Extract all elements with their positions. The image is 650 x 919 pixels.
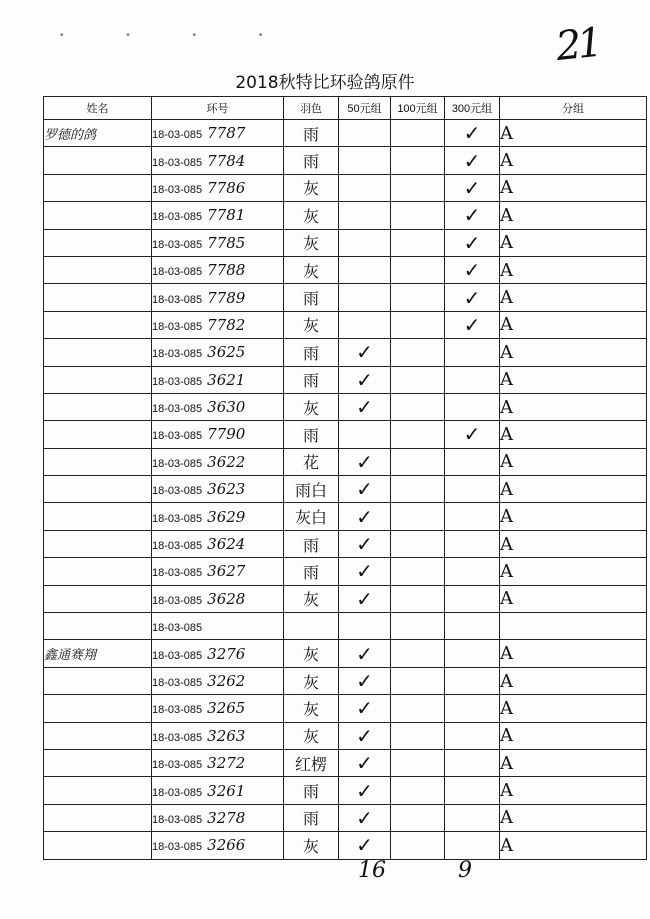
ring-serial: 7781 [207, 206, 246, 225]
division-cell: A [500, 804, 647, 831]
division-cell: A [500, 667, 647, 694]
ring-prefix: 18-03-085 [152, 813, 203, 826]
division-cell: A [500, 476, 647, 503]
table-row [44, 804, 647, 831]
group-100-check [391, 613, 445, 640]
division-cell: A [500, 448, 647, 475]
ring-number-cell [152, 393, 284, 420]
ring-prefix: 18-03-085 [152, 841, 203, 854]
feather-color-cell: 灰 [284, 229, 339, 256]
group-50-check: ✓ [339, 640, 391, 667]
ring-serial: 3629 [207, 507, 246, 526]
ring-serial: 3265 [207, 699, 246, 718]
table-row [44, 366, 647, 393]
group-100-check [391, 749, 445, 776]
ring-prefix: 18-03-085 [152, 293, 203, 306]
group-300-check [445, 585, 500, 612]
group-300-check [445, 777, 500, 804]
header-division: 分组 [500, 97, 647, 120]
owner-name-cell [44, 558, 152, 585]
feather-color-cell: 雨 [284, 558, 339, 585]
ring-number-cell [152, 777, 284, 804]
table-row [44, 640, 647, 667]
group-50-check [339, 202, 391, 229]
ring-prefix: 18-03-085 [152, 183, 203, 196]
table-row [44, 229, 647, 256]
group-100-check [391, 393, 445, 420]
group-300-check: ✓ [445, 256, 500, 283]
ring-number-cell [152, 147, 284, 174]
owner-name-cell [44, 393, 152, 420]
ring-serial: 3261 [207, 781, 246, 800]
owner-name-cell [44, 448, 152, 475]
ring-serial: 3266 [207, 836, 246, 855]
ring-prefix: 18-03-085 [152, 320, 203, 333]
ring-prefix: 18-03-085 [152, 457, 203, 470]
ring-prefix: 18-03-085 [152, 156, 203, 169]
ring-serial: 7785 [207, 233, 246, 252]
table-row [44, 284, 647, 311]
group-300-check [445, 503, 500, 530]
group-50-check: ✓ [339, 448, 391, 475]
ring-number-cell [152, 503, 284, 530]
total-300-group: 9 [458, 858, 472, 883]
ring-prefix: 18-03-085 [152, 622, 203, 635]
ring-prefix: 18-03-085 [152, 375, 203, 388]
owner-name-cell [44, 421, 152, 448]
group-300-check [445, 448, 500, 475]
feather-color-cell: 灰 [284, 256, 339, 283]
header-ring: 环号 [152, 97, 284, 120]
group-100-check [391, 530, 445, 557]
group-100-check [391, 667, 445, 694]
ring-number-cell [152, 667, 284, 694]
group-50-check: ✓ [339, 832, 391, 859]
ring-serial: 7789 [207, 288, 246, 307]
group-100-check [391, 339, 445, 366]
group-50-check [339, 174, 391, 201]
feather-color-cell: 雨 [284, 777, 339, 804]
feather-color-cell: 灰 [284, 695, 339, 722]
division-cell: A [500, 229, 647, 256]
ring-prefix: 18-03-085 [152, 512, 203, 525]
ring-number-cell [152, 476, 284, 503]
ring-number-cell [152, 832, 284, 859]
group-300-check [445, 667, 500, 694]
ring-serial: 3622 [207, 452, 246, 471]
ring-prefix: 18-03-085 [152, 403, 203, 416]
owner-name-cell [44, 777, 152, 804]
ring-number-cell [152, 558, 284, 585]
table-row [44, 311, 647, 338]
ring-serial: 3276 [207, 644, 246, 663]
division-cell: A [500, 530, 647, 557]
ring-serial: 3627 [207, 562, 246, 581]
ring-number-cell [152, 174, 284, 201]
group-100-check [391, 585, 445, 612]
table-row [44, 832, 647, 859]
ring-number-cell [152, 311, 284, 338]
ring-prefix: 18-03-085 [152, 348, 203, 361]
group-50-check [339, 421, 391, 448]
group-50-check: ✓ [339, 722, 391, 749]
group-300-check: ✓ [445, 174, 500, 201]
division-cell: A [500, 695, 647, 722]
owner-name-cell [44, 503, 152, 530]
feather-color-cell: 雨 [284, 366, 339, 393]
ring-prefix: 18-03-085 [152, 211, 203, 224]
division-cell: A [500, 339, 647, 366]
division-cell: A [500, 120, 647, 147]
group-100-check [391, 366, 445, 393]
group-50-check: ✓ [339, 530, 391, 557]
group-100-check [391, 558, 445, 585]
division-cell: A [500, 503, 647, 530]
ring-number-cell [152, 695, 284, 722]
group-100-check [391, 722, 445, 749]
owner-name-cell [44, 667, 152, 694]
ring-prefix: 18-03-085 [152, 485, 203, 498]
ring-prefix: 18-03-085 [152, 567, 203, 580]
ring-serial: 3262 [207, 672, 246, 690]
ring-serial: 3278 [207, 808, 246, 827]
group-300-check: ✓ [445, 311, 500, 338]
feather-color-cell: 灰 [284, 585, 339, 612]
ring-serial: 7782 [207, 315, 246, 334]
ring-number-cell [152, 530, 284, 557]
ring-number-cell [152, 256, 284, 283]
group-300-check: ✓ [445, 229, 500, 256]
group-50-check: ✓ [339, 695, 391, 722]
ring-number-cell [152, 202, 284, 229]
total-50-group: 16 [358, 858, 386, 883]
ring-prefix: 18-03-085 [152, 759, 203, 772]
roster-body [44, 120, 647, 860]
owner-name-cell [44, 749, 152, 776]
feather-color-cell: 雨 [284, 421, 339, 448]
owner-name-cell [44, 202, 152, 229]
header-300-group: 300元组 [445, 97, 500, 120]
table-row [44, 120, 647, 147]
ring-serial: 3272 [207, 754, 246, 773]
table-row [44, 667, 647, 694]
table-row [44, 476, 647, 503]
ring-serial: 7784 [207, 151, 246, 170]
header-100-group: 100元组 [391, 97, 445, 120]
division-cell: A [500, 256, 647, 283]
page-number: 21 [553, 19, 602, 71]
table-row [44, 202, 647, 229]
feather-color-cell: 灰白 [284, 503, 339, 530]
ring-number-cell [152, 722, 284, 749]
ring-prefix: 18-03-085 [152, 594, 203, 607]
group-300-check [445, 749, 500, 776]
ring-serial: 7790 [207, 425, 246, 444]
ring-prefix: 18-03-085 [152, 649, 203, 662]
group-300-check: ✓ [445, 120, 500, 147]
owner-name-cell [44, 476, 152, 503]
group-100-check [391, 229, 445, 256]
group-50-check: ✓ [339, 476, 391, 503]
group-50-check: ✓ [339, 503, 391, 530]
feather-color-cell: 雨 [284, 147, 339, 174]
table-row [44, 722, 647, 749]
owner-name-cell [44, 804, 152, 831]
table-row [44, 393, 647, 420]
ring-number-cell [152, 339, 284, 366]
division-cell: A [500, 284, 647, 311]
feather-color-cell: 灰 [284, 311, 339, 338]
group-50-check [339, 256, 391, 283]
group-50-check: ✓ [339, 667, 391, 694]
owner-name-cell: 罗德的鸽 [44, 120, 152, 147]
owner-name-cell [44, 339, 152, 366]
group-50-check: ✓ [339, 558, 391, 585]
header-color: 羽色 [284, 97, 339, 120]
group-50-check: ✓ [339, 339, 391, 366]
ring-number-cell [152, 366, 284, 393]
group-300-check [445, 695, 500, 722]
group-50-check [339, 613, 391, 640]
table-row [44, 174, 647, 201]
ring-serial: 3630 [207, 398, 246, 417]
ring-serial: 3621 [207, 370, 246, 389]
feather-color-cell: 灰 [284, 722, 339, 749]
division-cell: A [500, 749, 647, 776]
feather-color-cell: 灰 [284, 667, 339, 694]
table-row [44, 777, 647, 804]
group-100-check [391, 174, 445, 201]
group-300-check [445, 530, 500, 557]
group-50-check: ✓ [339, 749, 391, 776]
feather-color-cell: 灰 [284, 174, 339, 201]
pigeon-roster-table [43, 96, 647, 860]
scan-specks: • • • • [60, 30, 293, 41]
division-cell: A [500, 421, 647, 448]
ring-number-cell [152, 120, 284, 147]
form-title: 2018秋特比环验鸽原件 [235, 73, 415, 93]
owner-name-cell [44, 832, 152, 859]
group-300-check [445, 366, 500, 393]
ring-prefix: 18-03-085 [152, 266, 203, 279]
owner-name-cell [44, 722, 152, 749]
division-cell: A [500, 585, 647, 612]
owner-name-cell [44, 284, 152, 311]
table-row [44, 530, 647, 557]
ring-number-cell [152, 613, 284, 640]
group-50-check [339, 229, 391, 256]
group-100-check [391, 256, 445, 283]
table-row [44, 256, 647, 283]
group-100-check [391, 202, 445, 229]
feather-color-cell: 雨白 [284, 476, 339, 503]
owner-name-cell [44, 613, 152, 640]
ring-prefix: 18-03-085 [152, 430, 203, 443]
group-100-check [391, 311, 445, 338]
division-cell: A [500, 832, 647, 859]
group-100-check [391, 120, 445, 147]
table-row [44, 613, 647, 640]
ring-number-cell [152, 585, 284, 612]
division-cell: A [500, 558, 647, 585]
ring-number-cell [152, 284, 284, 311]
table-row [44, 503, 647, 530]
group-50-check: ✓ [339, 804, 391, 831]
table-row [44, 339, 647, 366]
header-name: 姓名 [44, 97, 152, 120]
feather-color-cell: 雨 [284, 530, 339, 557]
group-300-check [445, 804, 500, 831]
group-100-check [391, 503, 445, 530]
group-100-check [391, 421, 445, 448]
group-50-check [339, 284, 391, 311]
feather-color-cell: 灰 [284, 202, 339, 229]
ring-prefix: 18-03-085 [152, 677, 203, 689]
ring-prefix: 18-03-085 [152, 540, 203, 553]
table-row [44, 749, 647, 776]
feather-color-cell: 花 [284, 448, 339, 475]
ring-prefix: 18-03-085 [152, 129, 203, 142]
ring-serial: 7788 [207, 261, 246, 280]
group-300-check [445, 558, 500, 585]
group-300-check: ✓ [445, 284, 500, 311]
division-cell [500, 613, 647, 640]
feather-color-cell: 雨 [284, 120, 339, 147]
ring-serial: 3628 [207, 589, 246, 608]
table-row [44, 421, 647, 448]
group-100-check [391, 640, 445, 667]
header-50-group: 50元组 [339, 97, 391, 120]
ring-prefix: 18-03-085 [152, 731, 203, 744]
feather-color-cell: 雨 [284, 339, 339, 366]
owner-name-cell [44, 530, 152, 557]
group-300-check: ✓ [445, 421, 500, 448]
feather-color-cell: 灰 [284, 640, 339, 667]
group-50-check [339, 120, 391, 147]
owner-name-cell [44, 695, 152, 722]
group-300-check [445, 832, 500, 859]
division-cell: A [500, 393, 647, 420]
feather-color-cell: 雨 [284, 804, 339, 831]
ring-number-cell [152, 421, 284, 448]
table-row [44, 695, 647, 722]
ring-number-cell [152, 640, 284, 667]
ring-serial: 3623 [207, 480, 246, 499]
group-100-check [391, 695, 445, 722]
ring-serial: 3263 [207, 726, 246, 745]
group-100-check [391, 284, 445, 311]
ring-serial: 3625 [207, 343, 246, 362]
table-row [44, 448, 647, 475]
group-100-check [391, 804, 445, 831]
group-100-check [391, 832, 445, 859]
owner-name-cell: 鑫通赛翔 [44, 640, 152, 667]
division-cell: A [500, 202, 647, 229]
division-cell: A [500, 777, 647, 804]
group-300-check [445, 722, 500, 749]
group-50-check [339, 147, 391, 174]
group-300-check [445, 613, 500, 640]
table-row [44, 585, 647, 612]
division-cell: A [500, 174, 647, 201]
ring-serial: 7786 [207, 178, 246, 197]
ring-serial: 7787 [207, 124, 246, 143]
group-50-check: ✓ [339, 366, 391, 393]
group-100-check [391, 147, 445, 174]
table-row [44, 558, 647, 585]
group-300-check: ✓ [445, 202, 500, 229]
ring-number-cell [152, 749, 284, 776]
feather-color-cell: 灰 [284, 832, 339, 859]
feather-color-cell: 灰 [284, 393, 339, 420]
feather-color-cell [284, 613, 339, 640]
owner-name-cell [44, 147, 152, 174]
division-cell: A [500, 147, 647, 174]
group-50-check: ✓ [339, 393, 391, 420]
owner-name-cell [44, 256, 152, 283]
ring-prefix: 18-03-085 [152, 238, 203, 251]
header-row [44, 97, 647, 120]
group-50-check: ✓ [339, 777, 391, 804]
group-100-check [391, 777, 445, 804]
group-300-check [445, 339, 500, 366]
ring-number-cell [152, 804, 284, 831]
owner-name-cell [44, 585, 152, 612]
feather-color-cell: 红楞 [284, 749, 339, 776]
ring-prefix: 18-03-085 [152, 786, 203, 799]
group-50-check [339, 311, 391, 338]
ring-prefix: 18-03-085 [152, 704, 203, 717]
group-100-check [391, 476, 445, 503]
division-cell: A [500, 311, 647, 338]
group-300-check [445, 640, 500, 667]
owner-name-cell [44, 311, 152, 338]
owner-name-cell [44, 229, 152, 256]
group-300-check [445, 476, 500, 503]
owner-name-cell [44, 174, 152, 201]
group-300-check [445, 393, 500, 420]
ring-number-cell [152, 448, 284, 475]
table-row [44, 147, 647, 174]
ring-number-cell [152, 229, 284, 256]
group-300-check: ✓ [445, 147, 500, 174]
owner-name-cell [44, 366, 152, 393]
division-cell: A [500, 366, 647, 393]
group-50-check: ✓ [339, 585, 391, 612]
division-cell: A [500, 640, 647, 667]
ring-serial: 3624 [207, 535, 246, 554]
group-100-check [391, 448, 445, 475]
division-cell: A [500, 722, 647, 749]
feather-color-cell: 雨 [284, 284, 339, 311]
